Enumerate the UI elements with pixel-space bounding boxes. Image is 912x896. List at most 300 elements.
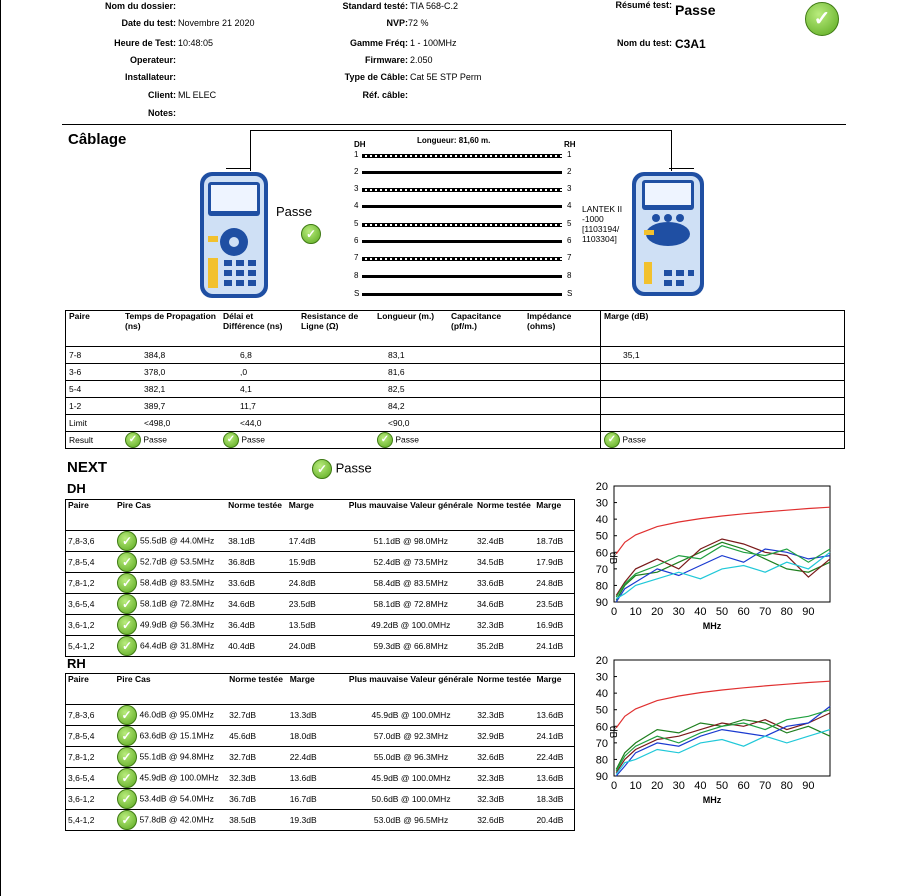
- col-header: Norme testée: [228, 500, 283, 510]
- table-cell: 36.7dB: [227, 789, 288, 810]
- table-cell: 32.3dB: [475, 705, 534, 726]
- col-header: Norme testée: [229, 674, 283, 684]
- table-cell: <44,0: [220, 415, 298, 432]
- x-tick-label: 30: [672, 606, 685, 618]
- table-cell: 24.8dB: [534, 573, 574, 594]
- table-row: [66, 347, 845, 364]
- link-frame-r: [669, 168, 694, 169]
- x-tick-label: 60: [737, 780, 750, 792]
- check-icon: ✓: [301, 224, 321, 244]
- table-cell: 22.4dB: [288, 747, 347, 768]
- table-cell: ✓ 52.7dB @ 53.5MHz: [115, 552, 226, 573]
- check-icon: ✓: [117, 726, 137, 746]
- result-label: Result: [66, 432, 123, 449]
- remote-serial: [1103194/: [582, 224, 620, 234]
- label-gamme: Gamme Fréq:: [349, 38, 408, 48]
- table-cell: 32.6dB: [475, 747, 534, 768]
- check-icon: ✓: [117, 573, 137, 593]
- table-cell: 378,0: [122, 364, 220, 381]
- table-cell: 45.6dB: [227, 726, 288, 747]
- table-cell: 45.9dB @ 100.0MHz: [347, 768, 475, 789]
- table-cell: 13.3dB: [288, 705, 347, 726]
- label-date: Date du test:: [121, 18, 176, 28]
- table-cell: 18.0dB: [288, 726, 347, 747]
- table-row: [66, 615, 575, 636]
- y-tick-label: 90: [595, 771, 608, 783]
- next-rh-table: [65, 673, 575, 831]
- table-cell: [601, 381, 845, 398]
- table-cell: 5,4-1,2: [66, 810, 115, 831]
- pin-label-right: 7: [567, 253, 572, 262]
- table-cell: 49.2dB @ 100.0MHz: [347, 615, 475, 636]
- table-cell: 81,6: [374, 364, 448, 381]
- table-cell: ✓ 55.1dB @ 94.8MHz: [115, 747, 228, 768]
- result-cell: ✓ Passe: [122, 432, 220, 449]
- x-tick-label: 20: [651, 606, 664, 618]
- wire-line: [362, 257, 562, 261]
- y-tick-label: 80: [595, 580, 608, 593]
- label-heure: Heure de Test:: [114, 38, 176, 48]
- table-cell: [298, 347, 374, 364]
- table-cell: 51.1dB @ 98.0MHz: [347, 531, 475, 552]
- table-cell: 384,8: [122, 347, 220, 364]
- label-ref: Réf. câble:: [362, 90, 408, 100]
- wire-line: [362, 205, 562, 208]
- label-dh: DH: [354, 140, 366, 149]
- check-icon: ✓: [223, 432, 239, 448]
- table-cell: 40.4dB: [226, 636, 287, 657]
- table-cell: 34.6dB: [475, 594, 534, 615]
- result-row: [66, 432, 845, 449]
- pin-label-right: 2: [567, 167, 572, 176]
- table-cell: 7,8-5,4: [66, 726, 115, 747]
- pin-label-right: 5: [567, 219, 572, 228]
- table-cell: 17.9dB: [534, 552, 574, 573]
- col-header: Marge: [536, 674, 562, 684]
- x-tick-label: 20: [651, 780, 664, 792]
- table-cell: ✓ 64.4dB @ 31.8MHz: [115, 636, 226, 657]
- pin-label-left: 4: [354, 201, 359, 210]
- col-delai: Délai et Différence (ns): [223, 311, 283, 331]
- col-capacitance: Capacitance (pf/m.): [451, 311, 502, 331]
- table-cell: 19.3dB: [288, 810, 347, 831]
- table-cell: 13.6dB: [534, 768, 574, 789]
- table-cell: 15.9dB: [287, 552, 347, 573]
- table-cell: 38.1dB: [226, 531, 287, 552]
- table-cell: 34.5dB: [475, 552, 534, 573]
- label-firmware: Firmware:: [364, 55, 408, 65]
- table-cell: 83,1: [374, 347, 448, 364]
- pin-label-left: 1: [354, 150, 359, 159]
- remote-serial-sub: 1103304]: [582, 234, 617, 244]
- table-cell: 22.4dB: [534, 747, 574, 768]
- x-tick-label: 80: [780, 780, 793, 792]
- col-propagation: Temps de Propagation (ns): [125, 311, 216, 331]
- table-cell: 57.0dB @ 92.3MHz: [347, 726, 475, 747]
- table-row: [66, 415, 845, 432]
- table-cell: 24.8dB: [287, 573, 347, 594]
- table-cell: 3,6-1,2: [66, 615, 115, 636]
- section-title-next: NEXT: [67, 459, 108, 476]
- table-row: [66, 705, 575, 726]
- y-tick-label: 50: [595, 704, 608, 717]
- table-cell: 35,1: [601, 347, 845, 364]
- table-cell: 58.4dB @ 83.5MHz: [347, 573, 475, 594]
- label-cable: Type de Câble:: [344, 72, 408, 82]
- y-axis-label: dB: [607, 552, 618, 565]
- table-cell: [448, 347, 524, 364]
- wire-line: [362, 154, 562, 158]
- col-header: Paire: [68, 674, 89, 684]
- table-cell: 36.4dB: [226, 615, 287, 636]
- page-left-border: [0, 0, 1, 896]
- table-cell: 36.8dB: [226, 552, 287, 573]
- table-cell: [448, 398, 524, 415]
- table-cell: [524, 381, 601, 398]
- label-standard: Standard testé:: [342, 1, 408, 11]
- x-axis-label: MHz: [702, 621, 722, 631]
- result-cell: ✓ Passe: [374, 432, 448, 449]
- x-tick-label: 90: [802, 780, 815, 792]
- section-title-rh: RH: [67, 656, 86, 671]
- table-cell: 24.1dB: [534, 726, 574, 747]
- table-cell: 4,1: [220, 381, 298, 398]
- col-header: Marge: [289, 674, 315, 684]
- label-nomtest: Nom du test:: [617, 38, 672, 48]
- pin-label-left: 2: [354, 167, 359, 176]
- table-cell: ✓ 45.9dB @ 100.0MHz: [115, 768, 228, 789]
- table-cell: ✓ 58.4dB @ 83.5MHz: [115, 573, 226, 594]
- table-cell: 16.7dB: [288, 789, 347, 810]
- table-cell: ✓ 49.9dB @ 56.3MHz: [115, 615, 226, 636]
- table-cell: 16.9dB: [534, 615, 574, 636]
- col-header: Marge: [536, 500, 562, 510]
- col-header: Plus mauvaise Valeur générale: [348, 500, 473, 510]
- label-resume: Résumé test:: [615, 0, 672, 10]
- table-cell: 35.2dB: [475, 636, 534, 657]
- table-row: [66, 594, 575, 615]
- y-tick-label: 40: [595, 688, 608, 701]
- wiremap-status: Passe: [276, 204, 313, 219]
- table-cell: 1-2: [66, 398, 123, 415]
- label-rh: RH: [564, 140, 576, 149]
- check-icon: ✓: [117, 636, 137, 656]
- table-cell: ✓ 63.6dB @ 15.1MHz: [115, 726, 228, 747]
- table-cell: 13.6dB: [288, 768, 347, 789]
- check-icon: ✓: [117, 552, 137, 572]
- table-cell: [524, 398, 601, 415]
- col-longueur: Longueur (m.): [377, 311, 435, 321]
- result-cell: ✓ Passe: [220, 432, 298, 449]
- check-icon: ✓: [117, 810, 137, 830]
- check-icon: ✓: [805, 2, 839, 36]
- y-tick-label: 90: [595, 597, 608, 609]
- next-dh-chart: [580, 478, 840, 638]
- table-cell: ,0: [220, 364, 298, 381]
- table-cell: 7-8: [66, 347, 123, 364]
- y-tick-label: 70: [595, 563, 608, 576]
- remote-unit-icon: [630, 170, 706, 298]
- table-cell: 11,7: [220, 398, 298, 415]
- col-impedance: Impédance (ohms): [524, 311, 601, 347]
- table-cell: 34.6dB: [226, 594, 287, 615]
- y-tick-label: 50: [595, 530, 608, 543]
- table-cell: 389,7: [122, 398, 220, 415]
- table-cell: ✓ 46.0dB @ 95.0MHz: [115, 705, 228, 726]
- y-tick-label: 40: [595, 514, 608, 527]
- remote-model: LANTEK II: [582, 204, 623, 214]
- label-notes: Notes:: [147, 108, 176, 118]
- table-cell: 382,1: [122, 381, 220, 398]
- col-paire: Paire: [69, 311, 90, 321]
- col-header: Plus mauvaise Valeur générale: [348, 674, 474, 684]
- table-cell: 84,2: [374, 398, 448, 415]
- section-title-cablage: Câblage: [68, 131, 127, 148]
- y-tick-label: 60: [595, 547, 608, 560]
- check-icon: ✓: [117, 768, 137, 788]
- value-nomtest: C3A1: [675, 37, 706, 51]
- check-icon: ✓: [117, 705, 137, 725]
- table-cell: [601, 415, 845, 432]
- table-cell: 5-4: [66, 381, 123, 398]
- pin-label-right: S: [567, 289, 573, 298]
- table-cell: ✓ 57.8dB @ 42.0MHz: [115, 810, 228, 831]
- table-cell: 24.0dB: [287, 636, 347, 657]
- check-icon: ✓: [117, 789, 137, 809]
- pin-label-right: 6: [567, 236, 572, 245]
- table-cell: 13.6dB: [534, 705, 574, 726]
- x-tick-label: 30: [672, 780, 685, 792]
- table-cell: [601, 398, 845, 415]
- table-cell: [448, 381, 524, 398]
- table-cell: ✓ 53.4dB @ 54.0MHz: [115, 789, 228, 810]
- pin-label-left: 8: [354, 271, 359, 280]
- check-icon: ✓: [117, 747, 137, 767]
- value-cable: Cat 5E STP Perm: [410, 72, 482, 82]
- pin-label-left: S: [354, 289, 360, 298]
- table-cell: 53.0dB @ 96.5MHz: [347, 810, 475, 831]
- table-cell: 24.1dB: [534, 636, 574, 657]
- table-cell: 59.3dB @ 66.8MHz: [347, 636, 475, 657]
- table-cell: 55.0dB @ 96.3MHz: [347, 747, 475, 768]
- table-cell: 32.9dB: [475, 726, 534, 747]
- value-gamme: 1 - 100MHz: [410, 38, 457, 48]
- table-cell: 3,6-1,2: [66, 789, 115, 810]
- check-icon: ✓: [117, 594, 137, 614]
- link-frame-l: [226, 168, 251, 169]
- cable-length: Longueur: 81,60 m.: [417, 136, 491, 145]
- next-status: ✓ Passe: [312, 459, 372, 479]
- y-tick-label: 80: [595, 754, 608, 767]
- table-cell: 6,8: [220, 347, 298, 364]
- table-cell: 3-6: [66, 364, 123, 381]
- table-cell: 7,8-1,2: [66, 747, 115, 768]
- table-cell: 13.5dB: [287, 615, 347, 636]
- table-cell: 32.3dB: [475, 768, 534, 789]
- table-cell: ✓ 55.5dB @ 44.0MHz: [115, 531, 226, 552]
- x-tick-label: 50: [715, 606, 729, 618]
- table-cell: Limit: [66, 415, 123, 432]
- table-cell: <90,0: [374, 415, 448, 432]
- next-rh-chart: [580, 652, 840, 812]
- check-icon: ✓: [312, 459, 332, 479]
- value-date: Novembre 21 2020: [178, 18, 255, 28]
- col-header: Paire: [68, 500, 89, 510]
- table-cell: 7,8-1,2: [66, 573, 115, 594]
- col-resistance: Resistance de Ligne (Ω): [301, 311, 359, 331]
- pin-label-right: 8: [567, 271, 572, 280]
- x-tick-label: 50: [715, 780, 729, 792]
- table-cell: ✓ 58.1dB @ 72.8MHz: [115, 594, 226, 615]
- y-tick-label: 30: [595, 671, 608, 684]
- table-cell: 7,8-3,6: [66, 531, 115, 552]
- table-cell: 23.5dB: [534, 594, 574, 615]
- table-row: [66, 552, 575, 573]
- table-cell: 32.7dB: [227, 747, 288, 768]
- wire-line: [362, 293, 562, 296]
- remote-model-sub: -1000: [582, 214, 604, 224]
- table-cell: [524, 415, 601, 432]
- value-standard: TIA 568-C.2: [410, 1, 459, 11]
- table-row: [66, 768, 575, 789]
- col-header: Pire Cas: [116, 674, 151, 684]
- pin-label-right: 3: [567, 184, 572, 193]
- table-row: [66, 573, 575, 594]
- table-cell: [524, 347, 601, 364]
- value-resume: Passe: [675, 2, 716, 18]
- table-cell: 20.4dB: [534, 810, 574, 831]
- table-cell: [601, 364, 845, 381]
- section-title-dh: DH: [67, 481, 86, 496]
- table-cell: 52.4dB @ 73.5MHz: [347, 552, 475, 573]
- table-cell: 32.6dB: [475, 810, 534, 831]
- plot-area: [614, 486, 830, 602]
- table-row: [66, 636, 575, 657]
- main-unit-icon: [198, 170, 270, 300]
- table-cell: 45.9dB @ 100.0MHz: [347, 705, 475, 726]
- wire-line: [362, 171, 562, 174]
- pin-label-right: 4: [567, 201, 572, 210]
- table-cell: 3,6-5,4: [66, 594, 115, 615]
- y-tick-label: 70: [595, 737, 608, 750]
- table-cell: 58.1dB @ 72.8MHz: [347, 594, 475, 615]
- x-tick-label: 70: [759, 780, 772, 792]
- pin-label-left: 5: [354, 219, 359, 228]
- col-marge: Marge (dB): [604, 311, 649, 321]
- table-cell: 38.5dB: [227, 810, 288, 831]
- table-cell: 17.4dB: [287, 531, 347, 552]
- table-cell: 32.4dB: [475, 531, 534, 552]
- value-heure: 10:48:05: [178, 38, 214, 48]
- table-cell: 18.7dB: [534, 531, 574, 552]
- table-cell: [298, 381, 374, 398]
- table-cell: 33.6dB: [226, 573, 287, 594]
- table-cell: 32.3dB: [475, 615, 534, 636]
- wire-line: [362, 275, 562, 278]
- wire-line: [362, 223, 562, 227]
- label-client: Client:: [148, 90, 176, 100]
- pin-label-left: 7: [354, 253, 359, 262]
- table-cell: 32.3dB: [227, 768, 288, 789]
- table-row: [66, 381, 845, 398]
- next-dh-table: [65, 499, 575, 657]
- table-row: [66, 726, 575, 747]
- table-cell: 5,4-1,2: [66, 636, 115, 657]
- table-row: [66, 789, 575, 810]
- label-nvp: NVP:: [386, 18, 408, 28]
- x-tick-label: 60: [737, 606, 750, 618]
- table-cell: 7,8-5,4: [66, 552, 115, 573]
- x-tick-label: 70: [759, 606, 772, 618]
- value-nvp: 72 %: [408, 18, 429, 28]
- y-tick-label: 30: [595, 497, 608, 510]
- table-cell: 32.3dB: [475, 789, 534, 810]
- y-axis-label: dB: [607, 726, 618, 739]
- table-cell: [524, 364, 601, 381]
- table-row: [66, 531, 575, 552]
- label-dossier: Nom du dossier:: [104, 1, 176, 11]
- table-cell: <498,0: [122, 415, 220, 432]
- table-cell: [298, 398, 374, 415]
- table-cell: 7,8-3,6: [66, 705, 115, 726]
- value-client: ML ELEC: [178, 90, 217, 100]
- x-tick-label: 80: [780, 606, 793, 618]
- x-tick-label: 0: [610, 780, 618, 792]
- y-tick-label: 20: [595, 655, 608, 667]
- table-cell: 3,6-5,4: [66, 768, 115, 789]
- table-row: [66, 747, 575, 768]
- wire-line: [362, 240, 562, 243]
- x-tick-label: 10: [629, 780, 642, 792]
- x-axis-label: MHz: [702, 795, 722, 805]
- x-tick-label: 40: [694, 780, 707, 792]
- table-cell: 23.5dB: [287, 594, 347, 615]
- remote-info: [582, 204, 622, 244]
- table-cell: [448, 364, 524, 381]
- table-cell: 82,5: [374, 381, 448, 398]
- y-tick-label: 60: [595, 721, 608, 734]
- x-tick-label: 10: [629, 606, 642, 618]
- check-icon: ✓: [604, 432, 620, 448]
- table-row: [66, 810, 575, 831]
- x-tick-label: 0: [610, 606, 618, 618]
- result-cell: ✓ Passe: [601, 432, 845, 449]
- value-firmware: 2.050: [410, 55, 433, 65]
- table-cell: [448, 415, 524, 432]
- table-cell: 50.6dB @ 100.0MHz: [347, 789, 475, 810]
- pin-label-left: 6: [354, 236, 359, 245]
- x-tick-label: 90: [802, 606, 815, 618]
- table-cell: [298, 364, 374, 381]
- check-icon: ✓: [125, 432, 141, 448]
- table-cell: [298, 415, 374, 432]
- table-cell: 33.6dB: [475, 573, 534, 594]
- check-icon: ✓: [117, 615, 137, 635]
- table-cell: 32.7dB: [227, 705, 288, 726]
- table-row: [66, 364, 845, 381]
- pin-label-left: 3: [354, 184, 359, 193]
- y-tick-label: 20: [595, 481, 608, 493]
- check-icon: ✓: [377, 432, 393, 448]
- col-header: Marge: [288, 500, 314, 510]
- label-operateur: Operateur:: [129, 55, 176, 65]
- x-tick-label: 40: [694, 606, 707, 618]
- divider: [62, 124, 846, 125]
- table-row: [66, 398, 845, 415]
- label-installateur: Installateur:: [124, 72, 176, 82]
- col-header: Pire Cas: [116, 500, 151, 510]
- table-cell: 18.3dB: [534, 789, 574, 810]
